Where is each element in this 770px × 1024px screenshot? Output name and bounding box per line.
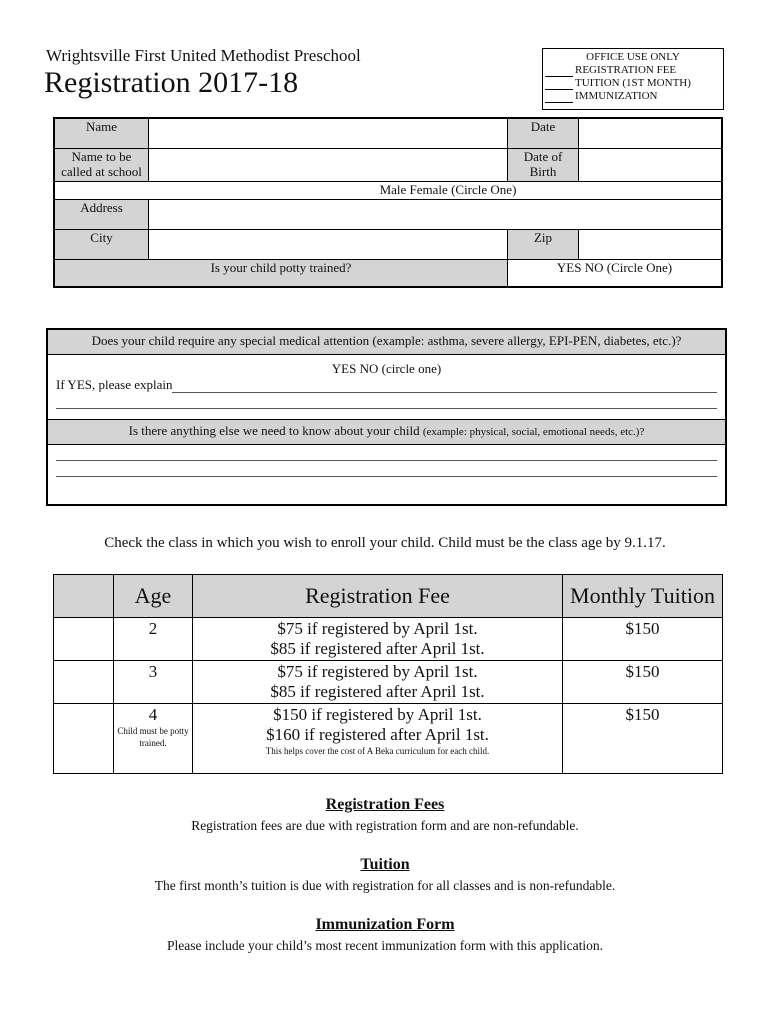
- tuition-cell: $150: [563, 661, 723, 704]
- zip-label: Zip: [508, 229, 579, 259]
- city-label: City: [54, 229, 149, 259]
- child-info-table: [53, 117, 723, 288]
- age-note: Child must be potty trained.: [117, 726, 189, 748]
- explain-line-2[interactable]: [56, 393, 717, 409]
- tuition-section: [0, 856, 770, 894]
- called-at-school-label: [54, 148, 149, 181]
- fee-cell: $150 if registered by April 1st. $160 if registered after April 1st. This helps cover the cost of A Beka curriculum for each child.: [193, 704, 563, 774]
- other-line-2[interactable]: [56, 461, 717, 477]
- address-label: Address: [54, 199, 149, 229]
- medical-answer[interactable]: YES NO (circle one): [331, 361, 442, 376]
- age-header: Age: [114, 575, 193, 618]
- school-name: Wrightsville First United Methodist Preschool: [46, 46, 361, 65]
- other-question-bar: [48, 419, 725, 445]
- other-question: Is there anything else we need to know about your child: [128, 423, 420, 438]
- immunization-blank[interactable]: [545, 90, 573, 103]
- medical-section: [46, 328, 727, 506]
- tuition-cell: $150: [563, 618, 723, 661]
- explain-label: If YES, please explain: [56, 377, 173, 392]
- fee-cell: $75 if registered by April 1st. $85 if registered after April 1st.: [193, 661, 563, 704]
- potty-question: Is your child potty trained?: [54, 259, 508, 287]
- dob-line2: Birth: [529, 163, 557, 179]
- date-label: Date: [508, 118, 579, 148]
- tuition-cell: $150: [563, 704, 723, 774]
- fee-note: This helps cover the cost of A Beka curriculum for each child.: [265, 746, 490, 756]
- medical-question: Does your child require any special medical attention (example: asthma, severe allergy, EPI-PEN, diabetes, etc.)?: [48, 330, 725, 355]
- office-line-reg-fee: REGISTRATION FEE: [575, 64, 677, 76]
- immunization-text: Please include your child’s most recent immunization form with this application.: [166, 938, 604, 953]
- office-heading: OFFICE USE ONLY: [586, 51, 680, 63]
- registration-fees-text: Registration fees are due with registration form and are non-refundable.: [191, 818, 579, 833]
- explain-line[interactable]: [172, 377, 717, 393]
- tuition-heading: Tuition: [360, 856, 410, 873]
- immunization-section: [0, 916, 770, 954]
- registration-fees-heading: Registration Fees: [325, 796, 445, 813]
- name-field[interactable]: [149, 118, 508, 148]
- gender-choice[interactable]: Male Female (Circle One): [54, 181, 722, 199]
- class-check-2[interactable]: [54, 618, 114, 661]
- page-title: Registration 2017-18: [44, 66, 299, 99]
- age-cell: 3: [114, 661, 193, 704]
- age-cell: 2: [114, 618, 193, 661]
- called-line2: called at school: [61, 163, 142, 179]
- dob-label: [508, 148, 579, 181]
- immunization-heading: Immunization Form: [315, 916, 455, 933]
- other-example: (example: physical, social, emotional needs, etc.)?: [422, 426, 645, 438]
- office-line-immunization: IMMUNIZATION: [575, 90, 658, 102]
- fee-cell: $75 if registered by April 1st. $85 if registered after April 1st.: [193, 618, 563, 661]
- class-table: [53, 574, 723, 774]
- other-line-1[interactable]: [56, 445, 717, 461]
- dob-field[interactable]: [579, 148, 723, 181]
- office-use-box: [542, 48, 724, 110]
- reg-fee-blank[interactable]: [545, 64, 573, 77]
- registration-fees-section: [0, 796, 770, 834]
- tuition-header: Monthly Tuition: [563, 575, 723, 618]
- tuition-blank[interactable]: [545, 77, 573, 90]
- called-at-school-field[interactable]: [149, 148, 508, 181]
- class-check-3[interactable]: [54, 661, 114, 704]
- class-check-4[interactable]: [54, 704, 114, 774]
- zip-field[interactable]: [579, 229, 723, 259]
- fee-header: Registration Fee: [193, 575, 563, 618]
- potty-answer[interactable]: YES NO (Circle One): [508, 259, 723, 287]
- enroll-instructions: Check the class in which you wish to enroll your child. Child must be the class age by 9.1.17.: [104, 535, 666, 551]
- checkbox-header: [54, 575, 114, 618]
- tuition-text: The first month’s tuition is due with registration for all classes and is non-refundable.: [154, 878, 616, 893]
- city-field[interactable]: [149, 229, 508, 259]
- office-line-tuition: TUITION (1ST MONTH): [575, 77, 691, 89]
- age-cell: 4 Child must be potty trained.: [114, 704, 193, 774]
- date-field[interactable]: [579, 118, 723, 148]
- name-label: Name: [54, 118, 149, 148]
- called-line1: Name to be: [71, 148, 132, 164]
- dob-line1: Date of: [523, 148, 563, 164]
- address-field[interactable]: [149, 199, 723, 229]
